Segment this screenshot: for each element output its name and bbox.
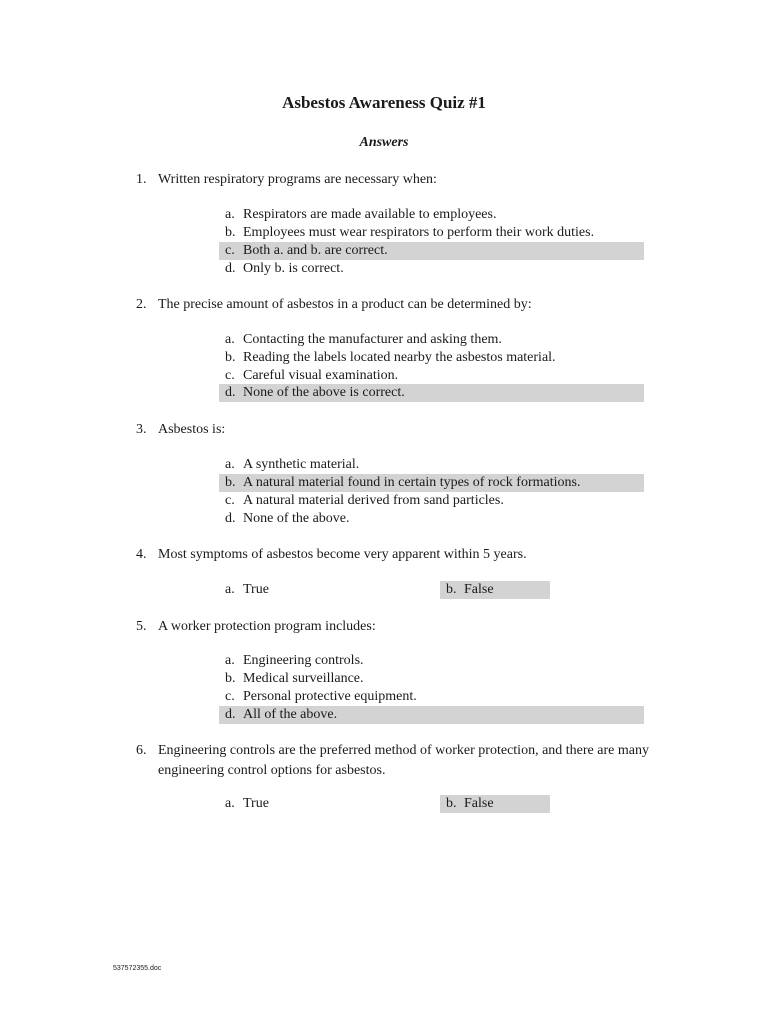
answer-option xyxy=(219,349,644,367)
option-text: All of the above. xyxy=(243,707,338,722)
question-text: Asbestos is: xyxy=(158,422,226,437)
question-text: Engineering controls are the preferred method of worker protection, and there are many engineering control options for asbestos. xyxy=(158,743,649,778)
option-text: Personal protective equipment. xyxy=(243,689,417,704)
answer-option xyxy=(219,795,339,813)
question-text: Written respiratory programs are necessary when: xyxy=(158,172,437,187)
option-letter: d. xyxy=(225,707,236,722)
correct-answer-option xyxy=(440,581,550,599)
option-letter: d. xyxy=(225,511,236,526)
answer-option xyxy=(219,456,644,474)
answer-option xyxy=(219,670,644,688)
option-text: A natural material found in certain types of rock formations. xyxy=(243,475,581,490)
option-text: True xyxy=(243,582,269,597)
option-letter: c. xyxy=(225,493,235,508)
option-text: Medical surveillance. xyxy=(243,671,364,686)
option-letter: c. xyxy=(225,243,235,258)
option-letter: a. xyxy=(225,332,235,347)
question-text: The precise amount of asbestos in a product can be determined by: xyxy=(158,297,532,312)
answer-option xyxy=(219,224,644,242)
option-text: Only b. is correct. xyxy=(243,261,344,276)
answer-option xyxy=(219,581,339,599)
answer-option xyxy=(219,510,644,528)
option-letter: a. xyxy=(225,796,235,811)
question-number: 1. xyxy=(136,172,147,187)
answer-option xyxy=(219,331,644,349)
option-letter: b. xyxy=(225,350,236,365)
option-text: False xyxy=(464,582,494,597)
option-text: None of the above is correct. xyxy=(243,385,405,400)
correct-answer-option xyxy=(440,795,550,813)
document-subtitle: Answers xyxy=(359,135,409,150)
option-letter: c. xyxy=(225,368,235,383)
question-text: A worker protection program includes: xyxy=(158,619,376,634)
option-text: True xyxy=(243,796,269,811)
option-letter: a. xyxy=(225,582,235,597)
answer-option xyxy=(219,367,644,385)
question-number: 4. xyxy=(136,547,147,562)
option-text: Employees must wear respirators to perform their work duties. xyxy=(243,225,595,240)
option-text: Contacting the manufacturer and asking them. xyxy=(243,332,502,347)
option-text: None of the above. xyxy=(243,511,350,526)
option-text: Both a. and b. are correct. xyxy=(243,243,388,258)
option-letter: d. xyxy=(225,385,236,400)
correct-answer-option xyxy=(219,474,644,492)
option-letter: b. xyxy=(225,671,236,686)
option-letter: b. xyxy=(225,475,236,490)
option-letter: b. xyxy=(225,225,236,240)
question-number: 2. xyxy=(136,297,147,312)
question-number: 6. xyxy=(136,743,147,758)
question-number: 3. xyxy=(136,422,147,437)
option-text: Reading the labels located nearby the asbestos material. xyxy=(243,350,556,365)
option-text: Respirators are made available to employees. xyxy=(243,207,497,222)
answer-option xyxy=(219,492,644,510)
option-text: Engineering controls. xyxy=(243,653,364,668)
document-title: Asbestos Awareness Quiz #1 xyxy=(282,93,486,112)
question-text: Most symptoms of asbestos become very apparent within 5 years. xyxy=(158,547,527,562)
option-text: False xyxy=(464,796,494,811)
correct-answer-option xyxy=(219,242,644,260)
answer-option xyxy=(219,688,644,706)
answer-option xyxy=(219,260,644,278)
option-letter: d. xyxy=(225,261,236,276)
answer-option xyxy=(219,206,644,224)
question-number: 5. xyxy=(136,619,147,634)
option-letter: b. xyxy=(446,582,457,597)
option-text: A synthetic material. xyxy=(243,457,360,472)
document-filename: 537572355.doc xyxy=(113,965,162,972)
option-letter: a. xyxy=(225,207,235,222)
option-letter: a. xyxy=(225,653,235,668)
correct-answer-option xyxy=(219,384,644,402)
option-letter: b. xyxy=(446,796,457,811)
correct-answer-option xyxy=(219,706,644,724)
option-letter: c. xyxy=(225,689,235,704)
option-text: A natural material derived from sand particles. xyxy=(243,493,504,508)
option-letter: a. xyxy=(225,457,235,472)
option-text: Careful visual examination. xyxy=(243,368,399,383)
answer-option xyxy=(219,652,644,670)
